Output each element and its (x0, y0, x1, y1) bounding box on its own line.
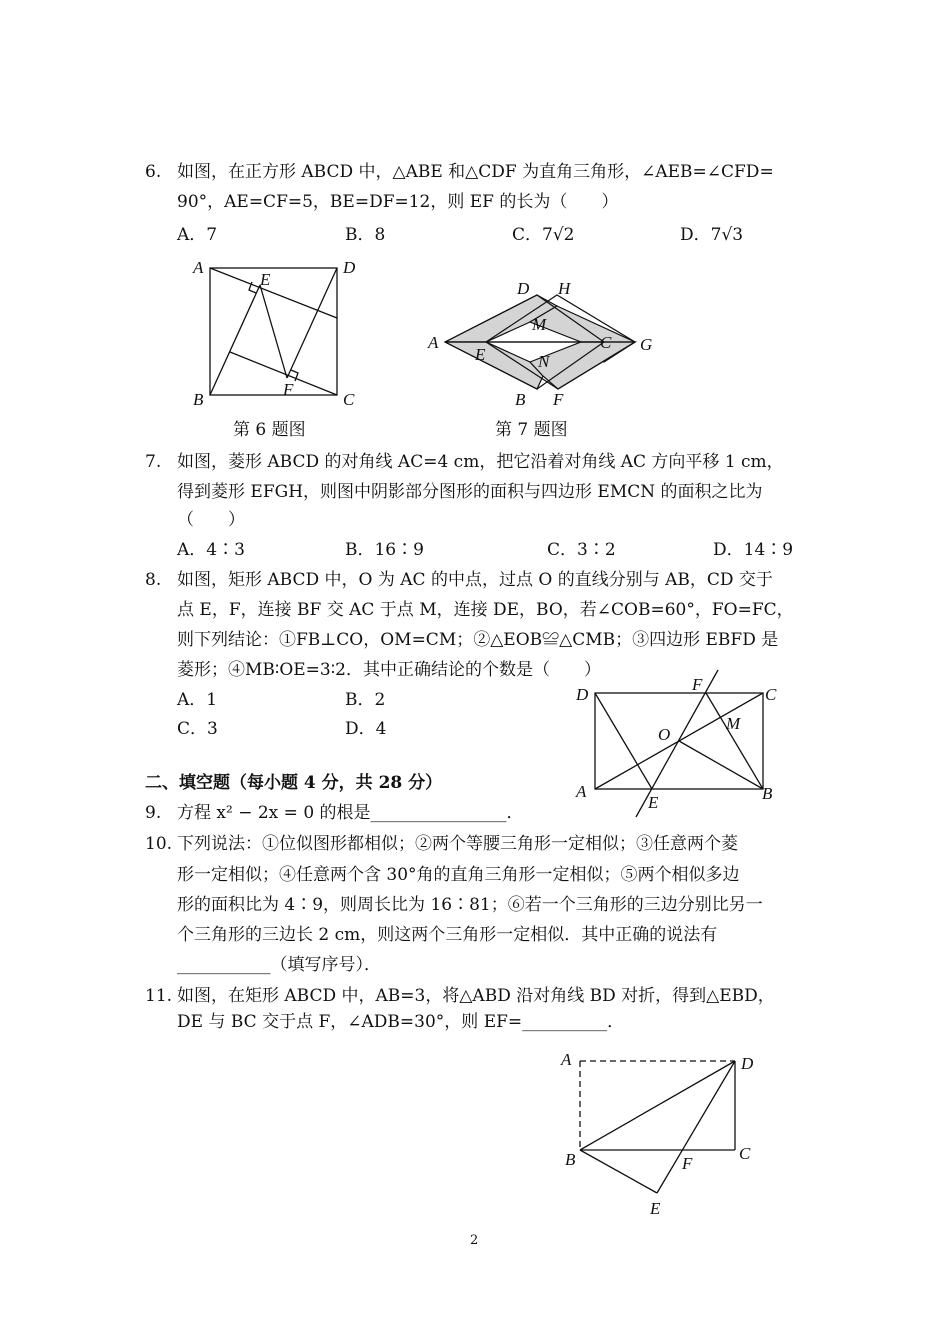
q9-text: 方程 x² − 2x = 0 的根是________________． (177, 803, 524, 823)
page-number: 2 (470, 1233, 479, 1248)
q6-option-c: C．7√2 (512, 225, 575, 245)
q11-label-e: E (650, 1199, 661, 1218)
q6-label-a: A (193, 258, 204, 277)
q10-line1: 下列说法：①位似图形都相似；②两个等腰三角形一定相似；③任意两个菱 (177, 834, 738, 854)
q6-number: 6. (145, 162, 162, 182)
q8-number: 8. (145, 570, 162, 590)
q7-option-a: A．4∶3 (177, 540, 245, 560)
q8-option-a: A．1 (177, 690, 218, 710)
q8-line3: 则下列结论：①FB⊥CO，OM=CM；②△EOB≌△CMB；③四边形 EBFD 是 (177, 630, 779, 650)
q8-option-b: B．2 (345, 690, 386, 710)
q7-option-b: B．16∶9 (345, 540, 424, 560)
q6-label-e: E (260, 270, 271, 289)
q10-line2: 形一定相似；④任意两个含 30°角的直角三角形一定相似；⑤两个相似多边 (177, 865, 740, 885)
q7-label-h: H (558, 279, 571, 298)
q8-label-d: D (576, 685, 589, 704)
q7-label-b: B (515, 390, 526, 409)
q6-figure (185, 255, 375, 415)
q7-label-a: A (428, 333, 439, 352)
q8-figure (570, 662, 785, 822)
q11-label-d: D (741, 1054, 754, 1073)
q9-number: 9. (145, 803, 162, 823)
q6-figure-caption: 第 6 题图 (233, 420, 306, 440)
q10-line4: 个三角形的三边长 2 cm，则这两个三角形一定相似．其中正确的说法有 (177, 925, 718, 945)
q6-option-d: D．7√3 (680, 225, 744, 245)
q11-label-c: C (739, 1144, 751, 1163)
q7-number: 7. (145, 452, 162, 472)
q10-number: 10. (145, 834, 173, 854)
q7-figure (420, 272, 670, 412)
q6-option-a: A．7 (177, 225, 218, 245)
q11-label-b: B (565, 1150, 576, 1169)
q8-label-o: O (658, 725, 671, 744)
q7-figure-caption: 第 7 题图 (495, 420, 568, 440)
q6-label-d: D (343, 258, 356, 277)
q7-label-g: G (640, 335, 653, 354)
q8-line4: 菱形；④MB∶OE=3∶2．其中正确结论的个数是（ ） (177, 660, 601, 680)
q11-number: 11. (145, 986, 173, 1006)
q8-line2: 点 E，F，连接 BF 交 AC 于点 M，连接 DE，BO，若∠COB=60°，FO=FC， (177, 600, 794, 620)
q7-label-e: E (475, 345, 486, 364)
q6-label-c: C (343, 390, 355, 409)
q6-option-b: B．8 (345, 225, 386, 245)
q6-line1: 如图，在正方形 ABCD 中，△ABE 和△CDF 为直角三角形，∠AEB=∠CFD= (177, 162, 774, 182)
q7-label-f: F (553, 390, 564, 409)
q8-label-e: E (648, 793, 659, 812)
q8-option-d: D．4 (345, 719, 387, 739)
q8-label-a: A (576, 782, 587, 801)
q7-label-d: D (517, 279, 530, 298)
q7-line2: 得到菱形 EFGH，则图中阴影部分图形的面积与四边形 EMCN 的面积之比为 (177, 482, 763, 502)
q10-line5: ___________（填写序号）． (177, 955, 381, 975)
q11-line2: DE 与 BC 交于点 F，∠ADB=30°，则 EF=__________． (177, 1012, 625, 1032)
q8-label-b: B (762, 784, 773, 803)
q7-line1: 如图，菱形 ABCD 的对角线 AC=4 cm，把它沿着对角线 AC 方向平移 1 cm， (177, 452, 784, 472)
q7-option-d: D．14∶9 (713, 540, 794, 560)
q8-label-c: C (765, 685, 777, 704)
q7-line3: （ ） (177, 510, 245, 530)
q11-label-a: A (561, 1050, 572, 1069)
q6-line2: 90°，AE=CF=5，BE=DF=12，则 EF 的长为（ ） (177, 192, 619, 212)
q8-line1: 如图，矩形 ABCD 中，O 为 AC 的中点，过点 O 的直线分别与 AB，CD 交于 (177, 570, 773, 590)
q7-option-c: C．3∶2 (547, 540, 616, 560)
q7-label-n: N (538, 352, 550, 371)
q11-line1: 如图，在矩形 ABCD 中，AB=3，将△ABD 沿对角线 BD 对折，得到△EBD， (177, 986, 775, 1006)
q6-label-b: B (193, 390, 204, 409)
section2-title: 二、填空题（每小题 4 分，共 28 分） (145, 773, 443, 793)
q8-option-c: C．3 (177, 719, 218, 739)
q8-label-m: M (726, 714, 741, 733)
q8-label-f: F (692, 675, 703, 694)
q7-label-c: C (600, 333, 612, 352)
q11-label-f: F (682, 1154, 693, 1173)
q7-label-m: M (532, 315, 547, 334)
q6-label-f: F (283, 380, 294, 399)
q10-line3: 形的面积比为 4∶9，则周长比为 16∶81；⑥若一个三角形的三边分别比另一 (177, 895, 763, 915)
q11-figure (555, 1043, 770, 1223)
